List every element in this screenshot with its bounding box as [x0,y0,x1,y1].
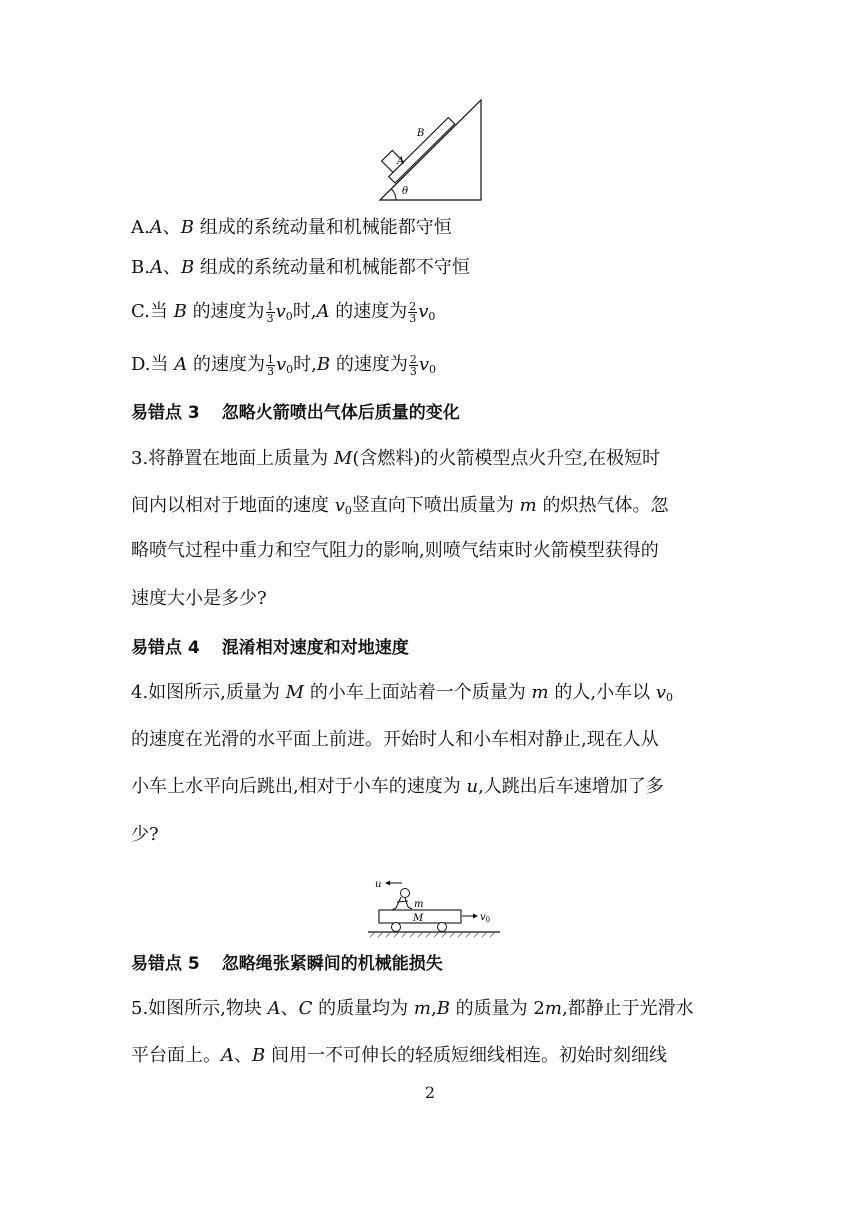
label-m: m [414,899,424,910]
option-b: B.A、B 组成的系统动量和机械能都不守恒 [131,257,470,278]
q4-line-1: 4.如图所示,质量为 M 的小车上面站着一个质量为 m 的人,小车以 $v_0$ [131,682,673,704]
fraction-one-third: $\frac{1}{3}$ [266,352,274,378]
heading-point-3: 易错点 3 忽略火箭喷出气体后质量的变化 [131,403,460,423]
label-b: B [417,128,425,139]
option-a: A.A、B 组成的系统动量和机械能都守恒 [131,217,452,238]
option-d: D.当 A 的速度为 $\frac{1}{3}$ $v_0$时,B 的速度为 $\frac{2}{3}$ $v_0$ [131,352,437,378]
heading-point-4: 易错点 4 混淆相对速度和对地速度 [131,638,409,658]
label-a: A [397,156,405,167]
q3-line-3: 略喷气过程中重力和空气阻力的影响,则喷气结束时火箭模型获得的 [131,540,659,561]
incline-figure [376,97,486,203]
fraction-two-thirds: $\frac{2}{3}$ [409,352,417,378]
fraction-one-third: $\frac{1}{3}$ [266,299,274,325]
q4-line-4: 少? [131,824,159,845]
q4-line-2: 的速度在光滑的水平面上前进。开始时人和小车相对静止,现在人从 [131,729,659,750]
label-v0: $v_0$ [480,912,491,924]
option-c: C.当 B 的速度为 $\frac{1}{3}$ $v_0$时,A 的速度为 $\frac{2}{3}$ $v_0$ [131,299,436,325]
fraction-two-thirds: $\frac{2}{3}$ [409,299,417,325]
label-M: M [413,913,424,924]
q3-line-1: 3.将静置在地面上质量为 M(含燃料)的火箭模型点火升空,在极短时 [131,448,661,469]
cart-figure [366,873,502,939]
q3-line-4: 速度大小是多少? [131,588,267,609]
wheel-right [438,923,447,932]
q5-line-1: 5.如图所示,物块 A、C 的质量均为 m,B 的质量为 2m,都静止于光滑水 [131,998,694,1019]
heading-point-5: 易错点 5 忽略绳张紧瞬间的机械能损失 [131,954,443,974]
angle-arc [392,189,397,200]
q4-line-3: 小车上水平向后跳出,相对于小车的速度为 u,人跳出后车速增加了多 [131,776,664,797]
label-u: u [375,879,382,890]
q5-line-2: 平台面上。A、B 间用一不可伸长的轻质短细线相连。初始时刻细线 [131,1045,667,1066]
person-head [401,889,410,898]
page-number: 2 [424,1083,436,1102]
wheel-left [392,923,401,932]
label-theta: θ [402,186,409,197]
incline-triangle [380,100,481,200]
q3-line-2: 间内以相对于地面的速度 $v_0$竖直向下喷出质量为 m 的炽热气体。忽 [131,495,669,517]
person-body [392,897,412,910]
